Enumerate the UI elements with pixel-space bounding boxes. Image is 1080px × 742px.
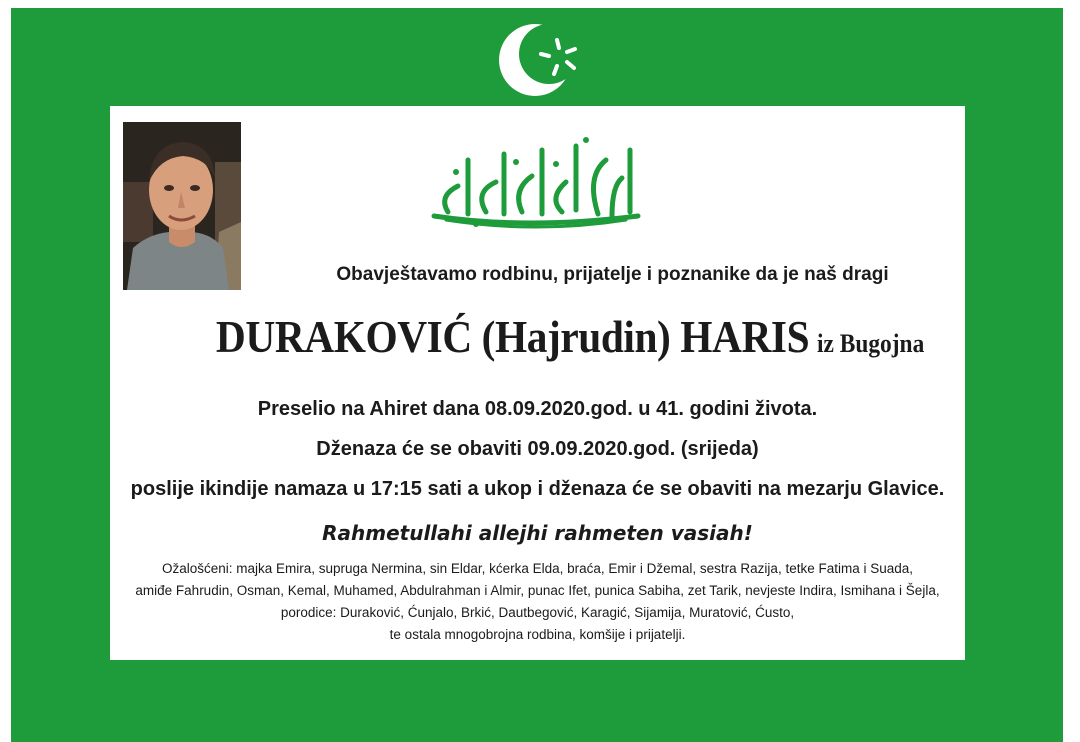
mourners-line: amiđe Fahrudin, Osman, Kemal, Muhamed, Abdulrahman i Almir, punac Ifet, punica Sabiha, zet Tarik, nevjeste Indira, Ismihana i Šejla, — [135, 583, 940, 598]
prayer-text: Rahmetullahi allejhi rahmeten vasiah! — [322, 521, 753, 545]
mourners-list — [110, 558, 965, 646]
crescent-and-star-icon — [491, 12, 587, 108]
funeral-date-line: Dženaza će se obaviti 09.09.2020.god. (srijeda) — [316, 438, 759, 460]
mourners-line: te ostala mnogobrojna rodbina, komšije i prijatelji. — [389, 627, 686, 642]
intro-text: Obavještavamo rodbinu, prijatelje i poznanike da je naš dragi — [336, 264, 889, 285]
deceased-place: iz Bugojna — [816, 329, 925, 358]
arabic-calligraphy — [416, 120, 656, 236]
obituary-card — [110, 106, 965, 660]
deceased-name: DURAKOVIĆ (Hajrudin) HARIS — [215, 311, 809, 362]
deceased-heading — [128, 310, 958, 363]
funeral-time-line: poslije ikindije namaza u 17:15 sati a ukop i dženaza će se obaviti na mezarju Glavice. — [130, 478, 945, 500]
death-date-line: Preselio na Ahiret dana 08.09.2020.god. u 41. godini života. — [257, 398, 818, 420]
mourners-line: porodice: Duraković, Ćunjalo, Brkić, Dautbegović, Karagić, Sijamija, Muratović, Ćusto, — [280, 605, 795, 620]
mourners-line: Ožalošćeni: majka Emira, supruga Nermina, sin Eldar, kćerka Elda, braća, Emir i Džemal, sestra Razija, tetke Fatima i Suada, — [161, 561, 914, 576]
